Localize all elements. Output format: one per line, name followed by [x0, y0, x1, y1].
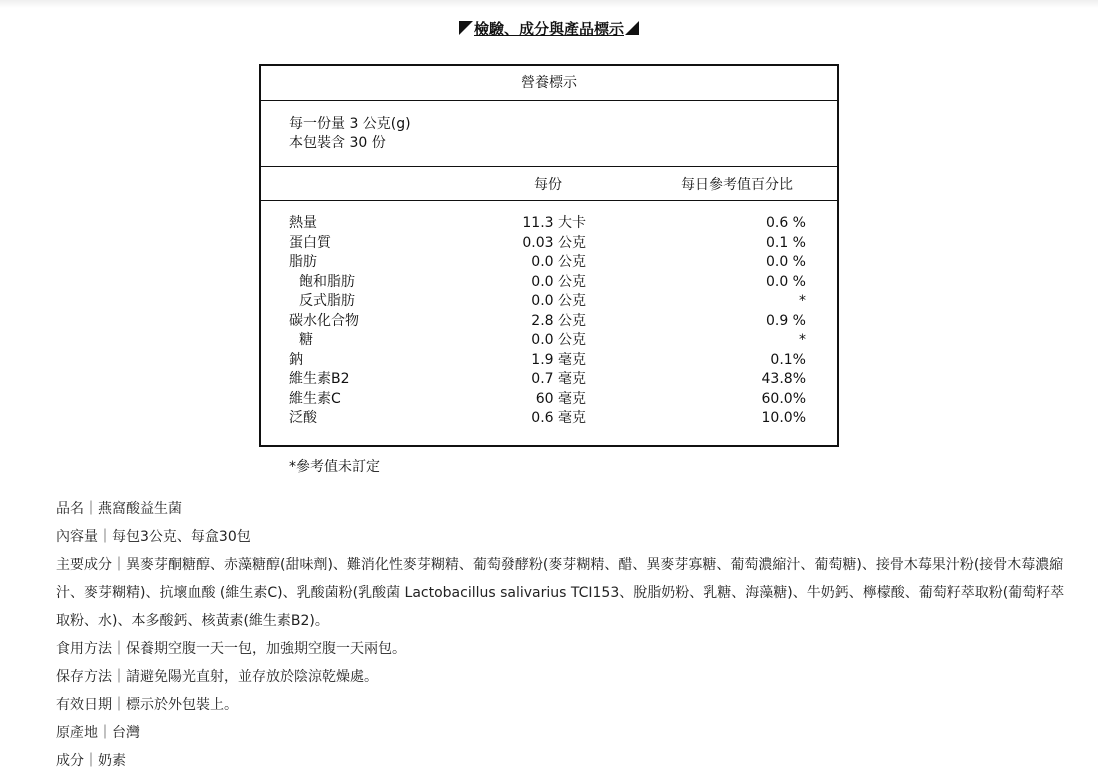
product-expiry: 有效日期｜標示於外包裝上。 [56, 697, 238, 713]
nutrient-amount: 0.0 公克 [531, 332, 586, 348]
nutrient-amount: 60 毫克 [535, 390, 586, 407]
product-name: 品名｜燕窩酸益生菌 [56, 501, 182, 517]
nutrient-row [261, 234, 837, 254]
servings-per-pack: 本包裝含 30 份 [289, 135, 386, 151]
nutrient-daily-value: 10.0% [761, 410, 806, 426]
nutrient-name: 熱量 [289, 215, 317, 231]
section-heading [0, 18, 1098, 39]
per-serving-header: 每份 [534, 177, 562, 193]
nutrient-amount: 0.0 公克 [531, 293, 586, 309]
nutrient-row [261, 292, 837, 312]
nutrient-daily-value: 0.1% [770, 351, 806, 368]
nutrient-name: 鈉 [289, 351, 303, 368]
nutrient-row [261, 312, 837, 332]
nutrition-footnote: *參考值未訂定 [289, 459, 380, 475]
nutrient-amount: 0.0 公克 [531, 273, 586, 290]
nutrient-name: 碳水化合物 [289, 312, 359, 329]
serving-size: 每一份量 3 公克(g) [289, 116, 411, 132]
nutrient-daily-value: 0.6 % [765, 215, 806, 231]
nutrient-amount: 0.6 毫克 [531, 410, 586, 426]
nutrient-daily-value: 0.9 % [765, 312, 806, 329]
nutrient-amount: 0.03 公克 [522, 234, 586, 251]
heading-right-triangle-icon [625, 21, 639, 35]
nutrient-daily-value: * [799, 293, 806, 309]
product-diet: 成分｜奶素 [56, 753, 126, 769]
nutrient-name: 維生素B2 [289, 371, 350, 387]
nutrient-daily-value: 0.1 % [765, 234, 806, 251]
nutrition-facts-panel [259, 64, 839, 447]
nutrient-name: 糖 [299, 332, 313, 348]
nutrient-daily-value: 0.0 % [765, 273, 806, 290]
product-info [56, 495, 1066, 775]
nutrient-daily-value: 0.0 % [765, 254, 806, 270]
nutrient-row [261, 370, 837, 390]
nutrient-row [261, 253, 837, 273]
daily-value-header: 每日參考值百分比 [681, 177, 793, 193]
product-storage: 保存方法｜請避免陽光直射，並存放於陰涼乾燥處。 [56, 669, 378, 685]
nutrient-name: 泛酸 [289, 410, 317, 426]
product-usage: 食用方法｜保養期空腹一天一包，加強期空腹一天兩包。 [56, 641, 406, 657]
product-origin: 原產地｜台灣 [56, 725, 140, 741]
product-content: 內容量｜每包3公克、每盒30包 [56, 529, 251, 545]
nutrient-name: 維生素C [289, 390, 341, 407]
nutrient-amount: 0.0 公克 [531, 254, 586, 270]
product-ingredients: 主要成分｜異麥芽酮糖醇、赤藻糖醇(甜味劑)、難消化性麥芽糊精、葡萄發酵粉(麥芽糊精、醋、異麥芽寡糖、葡萄濃縮汁、葡萄糖)、接骨木莓果汁粉(接骨木莓濃縮汁、麥芽糊精)、抗壞血酸 (維生素C)、乳酸菌粉(乳酸菌 Lactobacillus salivarius TCI153、脫脂奶粉、乳糖、海藻糖)、牛奶鈣、檸檬酸、葡萄籽萃取粉(葡萄籽萃取粉、水)、本多酸鈣、核黃素(維生素B2)。 [56, 557, 1065, 629]
nutrient-daily-value: 43.8% [761, 371, 806, 387]
heading-left-triangle-icon [459, 21, 473, 35]
nutrient-amount: 1.9 毫克 [531, 351, 586, 368]
nutrient-amount: 11.3 大卡 [522, 215, 586, 231]
nutrient-row [261, 331, 837, 351]
section-heading-text: 檢驗、成分與產品標示 [473, 20, 624, 38]
nutrient-row [261, 351, 837, 371]
nutrient-amount: 0.7 毫克 [531, 371, 586, 387]
nutrition-title: 營養標示 [261, 66, 837, 101]
serving-info [261, 101, 837, 167]
nutrition-column-headers [261, 167, 837, 201]
nutrient-row [261, 214, 837, 234]
nutrient-row [261, 409, 837, 429]
nutrient-rows [261, 214, 837, 429]
nutrient-daily-value: 60.0% [761, 390, 806, 407]
nutrient-row [261, 390, 837, 410]
nutrient-name: 脂肪 [289, 254, 317, 270]
nutrient-amount: 2.8 公克 [531, 312, 586, 329]
nutrient-daily-value: * [799, 332, 806, 348]
nutrient-name: 蛋白質 [289, 234, 331, 251]
nutrient-name: 反式脂肪 [299, 293, 355, 309]
nutrient-name: 飽和脂肪 [299, 273, 355, 290]
top-shadow-bar [0, 0, 1098, 8]
nutrient-row [261, 273, 837, 293]
